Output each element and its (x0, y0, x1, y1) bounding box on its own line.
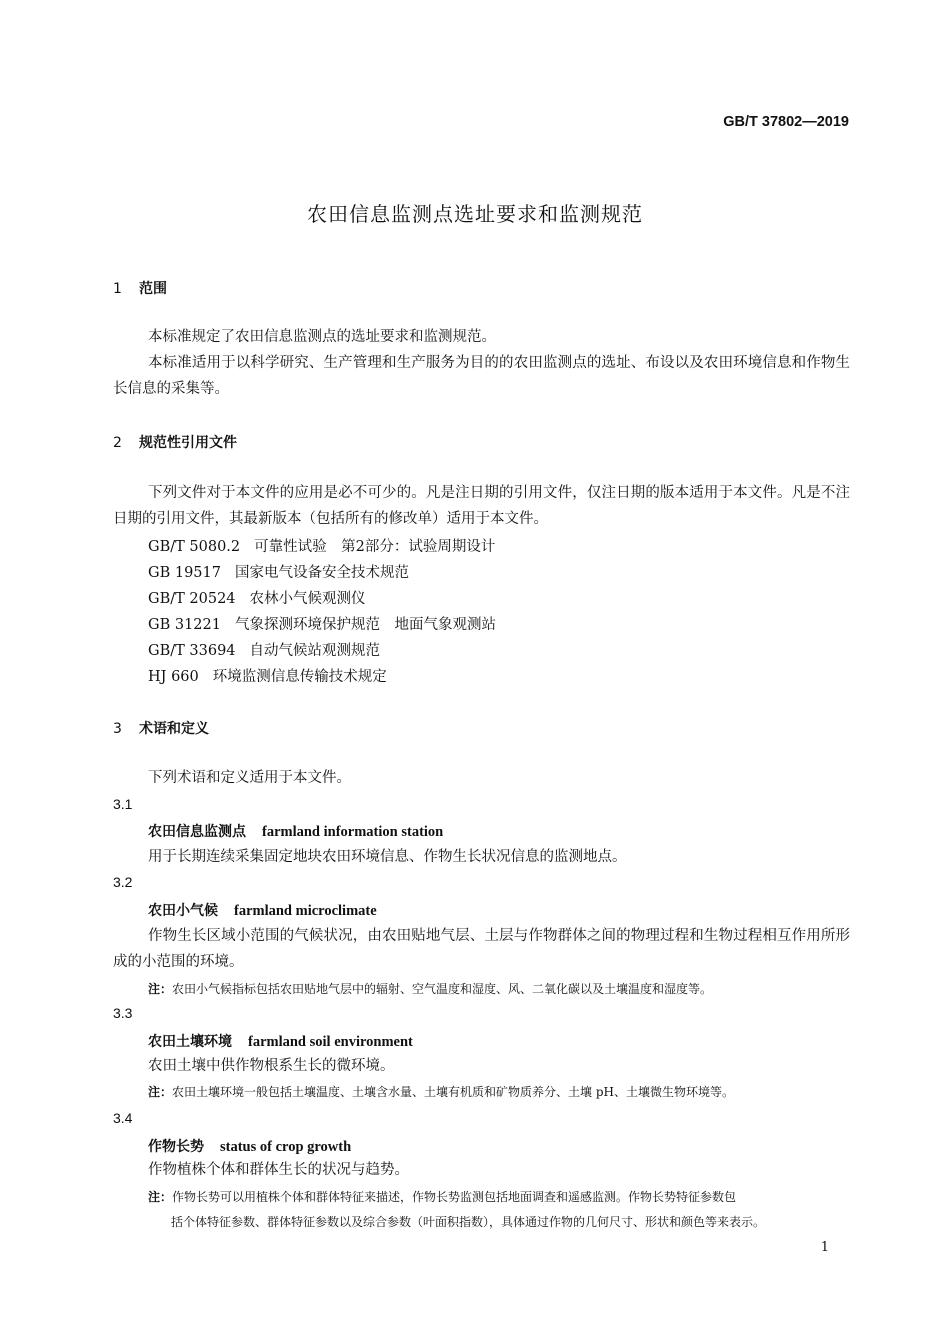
page-number: 1 (820, 1240, 829, 1255)
term-number: 3.4 (113, 1110, 133, 1126)
reference-title: 农林小气候观测仪 (249, 591, 366, 607)
paragraph: 下列文件对于本文件的应用是必不可少的。凡是注日期的引用文件，仅注日期的版本适用于本文件。凡是不注日期的引用文件，其最新版本（包括所有的修改单）适用于本文件。 (113, 485, 850, 527)
term-note (148, 977, 850, 1002)
reference-code: GB/T 20524 (148, 591, 236, 607)
reference-code: GB/T 33694 (148, 643, 236, 659)
paragraph: 本标准规定了农田信息监测点的选址要求和监测规范。 (148, 329, 496, 345)
term-title (148, 821, 443, 841)
term-en: farmland information station (262, 824, 444, 840)
reference-title: 可靠性试验 第2部分：试验周期设计 (254, 539, 496, 555)
reference-item (148, 561, 409, 582)
note-text-line1: 作物长势可以用植株个体和群体特征来描述，作物长势监测包括地面调查和遥感监测。作物长势特征参数包 (172, 1190, 737, 1204)
section-number: 3 (113, 721, 122, 737)
term-title (148, 900, 377, 920)
term-zh: 农田信息监测点 (148, 824, 246, 840)
section-title: 术语和定义 (139, 721, 209, 737)
reference-title: 国家电气设备安全技术规范 (234, 565, 409, 581)
term-en: status of crop growth (220, 1139, 352, 1155)
paragraph: 本标准适用于以科学研究、生产管理和生产服务为目的的农田监测点的选址、布设以及农田环境信息和作物生长信息的采集等。 (113, 355, 850, 397)
note-label: 注： (148, 982, 173, 996)
term-en: farmland microclimate (234, 903, 377, 919)
document-title: 农田信息监测点选址要求和监测规范 (307, 202, 643, 226)
section-number: 1 (113, 281, 122, 297)
reference-item (148, 535, 495, 556)
reference-title: 自动气候站观测规范 (249, 643, 381, 659)
term-en: farmland soil environment (248, 1034, 413, 1050)
reference-title: 环境监测信息传输技术规定 (212, 669, 387, 685)
term-number: 3.1 (113, 796, 133, 812)
reference-code: GB/T 5080.2 (148, 539, 241, 555)
reference-code: HJ 660 (148, 669, 199, 685)
standard-code: GB/T 37802—2019 (723, 114, 849, 130)
term-title (148, 1031, 413, 1051)
term-zh: 农田土壤环境 (148, 1034, 232, 1050)
term-definition: 作物生长区域小范围的气候状况，由农田贴地气层、土层与作物群体之间的物理过程和生物过程相互作用所形成的小范围的环境。 (113, 928, 850, 970)
term-definition: 作物植株个体和群体生长的状况与趋势。 (148, 1162, 409, 1178)
note-label: 注： (148, 1085, 173, 1099)
reference-code: GB 31221 (148, 617, 221, 633)
section-number: 2 (113, 435, 122, 451)
section-2-heading (113, 432, 237, 452)
reference-item (148, 613, 496, 634)
term-title (148, 1136, 351, 1156)
section-3-heading (113, 718, 209, 738)
term-definition: 农田土壤中供作物根系生长的微环境。 (148, 1058, 395, 1074)
term-number: 3.2 (113, 874, 133, 890)
term-note (148, 1185, 850, 1235)
note-text-line2: 括个体特征参数、群体特征参数以及综合参数（叶面积指数），具体通过作物的几何尺寸、形状和颜色等来表示。 (171, 1215, 766, 1229)
term-note (148, 1080, 850, 1105)
section-title: 规范性引用文件 (139, 435, 237, 451)
term-zh: 作物长势 (148, 1139, 204, 1155)
reference-item (148, 639, 380, 660)
note-label: 注： (148, 1190, 173, 1204)
reference-item (148, 665, 387, 686)
reference-item (148, 587, 366, 608)
section-1-heading (113, 278, 167, 298)
note-text: 农田土壤环境一般包括土壤温度、土壤含水量、土壤有机质和矿物质养分、土壤 pH、土壤微生物环境等。 (172, 1085, 734, 1099)
reference-title: 气象探测环境保护规范 地面气象观测站 (234, 617, 496, 633)
paragraph: 下列术语和定义适用于本文件。 (148, 770, 351, 786)
term-number: 3.3 (113, 1005, 133, 1021)
section-title: 范围 (139, 281, 167, 297)
reference-code: GB 19517 (148, 565, 221, 581)
term-definition: 用于长期连续采集固定地块农田环境信息、作物生长状况信息的监测地点。 (148, 849, 627, 865)
note-text: 农田小气候指标包括农田贴地气层中的辐射、空气温度和湿度、风、二氧化碳以及土壤温度和湿度等。 (172, 982, 713, 996)
term-zh: 农田小气候 (148, 903, 218, 919)
